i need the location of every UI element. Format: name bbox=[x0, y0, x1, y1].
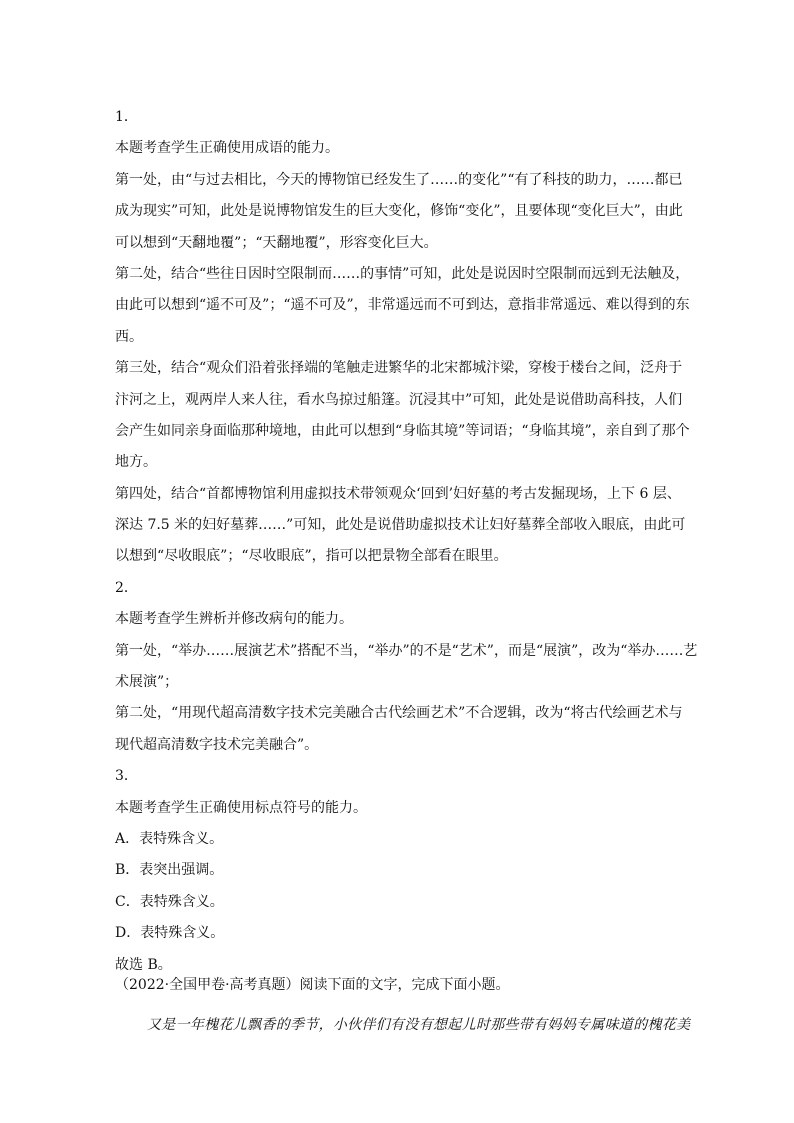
answer-line: 以想到“尽收眼底”；“尽收眼底”，指可以把景物全部看在眼里。 bbox=[115, 548, 508, 565]
answer-line: 第三处，结合“观众们沿着张择端的笔触走进繁华的北宋都城汴梁，穿梭于楼台之间，泛舟于 bbox=[115, 360, 683, 377]
answer-line: 地方。 bbox=[115, 454, 157, 471]
answer-line: C．表特殊含义。 bbox=[115, 893, 224, 910]
answer-line: B．表突出强调。 bbox=[115, 862, 224, 879]
answer-line: 本题考查学生正确使用标点符号的能力。 bbox=[115, 799, 367, 816]
answer-line: 故选 B。 bbox=[115, 956, 172, 973]
answer-line: 深达 7.5 米的妇好墓葬……”可知，此处是说借助虚拟技术让妇好墓葬全部收入眼底，由此可 bbox=[115, 517, 686, 534]
answer-line: 第二处，结合“些往日因时空限制而……的事情”可知，此处是说因时空限制而远到无法触及， bbox=[115, 265, 690, 282]
answer-line: 现代超高清数字技术完美融合”。 bbox=[115, 736, 319, 753]
answer-line: 汴河之上，观两岸人来人往，看水鸟掠过船篷。沉浸其中”可知，此处是说借助高科技，人们 bbox=[115, 391, 683, 408]
answer-line: 成为现实”可知，此处是说博物馆发生的巨大变化，修饰“变化”，且要体现“变化巨大”，由此 bbox=[115, 203, 683, 220]
answer-line: A．表特殊含义。 bbox=[115, 830, 224, 847]
answer-line: 3． bbox=[115, 768, 138, 785]
answer-line: 可以想到“天翻地覆”；“天翻地覆”，形容变化巨大。 bbox=[115, 234, 438, 251]
question-source: （2022·全国甲卷·高考真题）阅读下面的文字，完成下面小题。 bbox=[115, 977, 510, 993]
answer-line: 第四处，结合“首都博物馆利用虚拟技术带领观众‘回到’妇好墓的考古发掘现场，上下 6 层、 bbox=[115, 485, 681, 502]
answer-line: 1． bbox=[115, 109, 138, 125]
answer-line: D．表特殊含义。 bbox=[115, 925, 225, 942]
answer-line: 第二处，“用现代超高清数字技术完美融合古代绘画艺术”不合逻辑，改为“将古代绘画艺术与 bbox=[115, 705, 683, 722]
answer-explanations bbox=[115, 102, 698, 981]
answer-line: 术展演”； bbox=[115, 674, 179, 691]
answer-line: 本题考查学生正确使用成语的能力。 bbox=[115, 140, 339, 157]
answer-line: 本题考查学生辨析并修改病句的能力。 bbox=[115, 611, 353, 628]
answer-line: 由此可以想到“遥不可及”；“遥不可及”，非常遥远而不可到达，意指非常遥远、难以得到的东 bbox=[115, 297, 690, 314]
answer-line: 2． bbox=[115, 579, 138, 596]
answer-line: 第一处，由“与过去相比，今天的博物馆已经发生了……的变化”“有了科技的助力，……都已 bbox=[115, 171, 683, 188]
reading-passage-first-line: 又是一年槐花儿飘香的季节，小伙伴们有没有想起儿时那些带有妈妈专属味道的槐花美 bbox=[147, 1017, 691, 1033]
answer-line: 西。 bbox=[115, 328, 143, 345]
answer-line: 会产生如同亲身面临那种境地，由此可以想到“身临其境”等词语；“身临其境”，亲自到了那个 bbox=[115, 422, 690, 439]
answer-line: 第一处，“举办……展演艺术”搭配不当，“举办”的不是“艺术”，而是“展演”，改为“举办……艺 bbox=[115, 642, 698, 659]
